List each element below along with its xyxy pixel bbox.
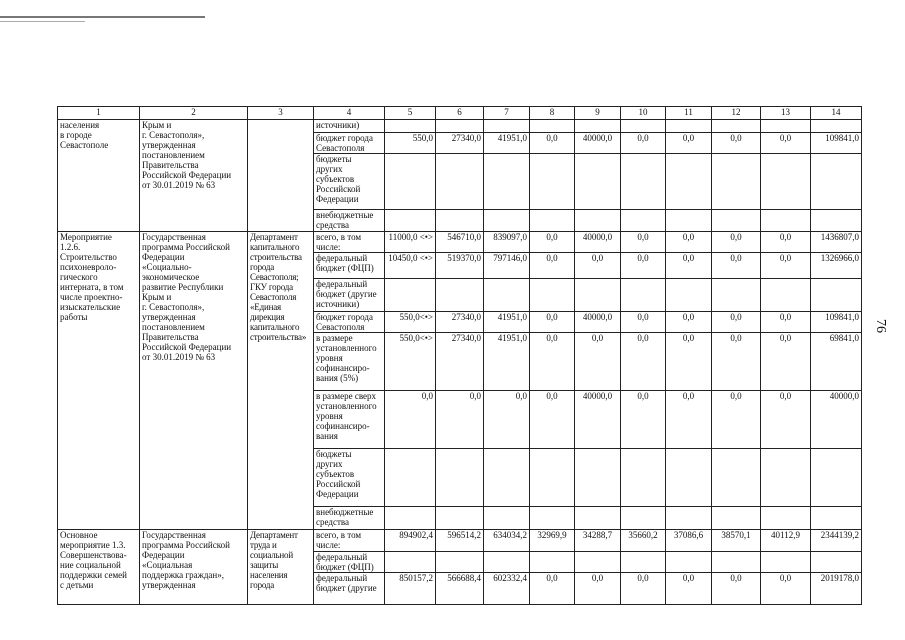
- amount-cell: [385, 552, 436, 573]
- amount-cell: [761, 120, 811, 133]
- amount-cell: [575, 552, 621, 573]
- column-number-header: [58, 107, 862, 120]
- funding-source-cell: бюджет города Севастополя: [314, 312, 385, 333]
- amount-cell: [484, 507, 530, 530]
- program-basis-cell: Государственная программа Российской Федерации «Социально- экономическое развитие Республики Крым и г. Севастополя», утвержденная постановлением Правительства Российской Федерации от 30.01.2019 № 63: [140, 232, 248, 530]
- amount-cell: 0,0: [761, 333, 811, 391]
- amount-cell: 0,0: [621, 232, 666, 253]
- amount-cell: [436, 449, 484, 507]
- funding-source-cell: внебюджетные средства: [314, 210, 385, 232]
- amount-cell: [666, 210, 712, 232]
- amount-cell: 0,0: [530, 391, 575, 449]
- amount-cell: 37086,6: [666, 530, 712, 552]
- column-number: 6: [436, 107, 484, 120]
- program-basis-cell: Крым и г. Севастополя», утвержденная постановлением Правительства Российской Федерации от 30.01.2019 № 63: [140, 120, 248, 232]
- amount-cell: 894902,4: [385, 530, 436, 552]
- amount-cell: 634034,2: [484, 530, 530, 552]
- amount-cell: 0,0: [666, 573, 712, 605]
- amount-cell: [811, 449, 862, 507]
- amount-cell: 596514,2: [436, 530, 484, 552]
- funding-source-cell: бюджеты других субъектов Российской Федерации: [314, 154, 385, 210]
- amount-cell: 0,0: [530, 333, 575, 391]
- amount-cell: 35660,2: [621, 530, 666, 552]
- amount-cell: [530, 279, 575, 312]
- amount-cell: 0,0: [621, 312, 666, 333]
- amount-cell: [761, 210, 811, 232]
- amount-cell: 10450,0 <•>: [385, 253, 436, 279]
- amount-cell: [712, 552, 761, 573]
- amount-cell: 0,0: [436, 391, 484, 449]
- amount-cell: 550,0: [385, 133, 436, 154]
- amount-cell: 1436807,0: [811, 232, 862, 253]
- scan-line-top-short: [0, 21, 85, 22]
- amount-cell: [712, 210, 761, 232]
- amount-cell: 109841,0: [811, 312, 862, 333]
- amount-cell: 0,0: [712, 333, 761, 391]
- amount-cell: 0,0: [530, 253, 575, 279]
- amount-cell: [712, 154, 761, 210]
- amount-cell: [436, 120, 484, 133]
- amount-cell: [575, 120, 621, 133]
- funding-source-cell: в размере установленного уровня софинансиро- вания (5%): [314, 333, 385, 391]
- amount-cell: [530, 210, 575, 232]
- amount-cell: [484, 279, 530, 312]
- amount-cell: 11000,0 <•>: [385, 232, 436, 253]
- executor-cell: Департамент труда и социальной защиты населения города: [248, 530, 314, 605]
- amount-cell: 109841,0: [811, 133, 862, 154]
- amount-cell: 0,0: [621, 333, 666, 391]
- amount-cell: 550,0<•>: [385, 312, 436, 333]
- table-row: [58, 120, 862, 133]
- amount-cell: 550,0<•>: [385, 333, 436, 391]
- amount-cell: 0,0: [575, 573, 621, 605]
- amount-cell: 0,0: [530, 312, 575, 333]
- amount-cell: 2019178,0: [811, 573, 862, 605]
- amount-cell: 27340,0: [436, 312, 484, 333]
- amount-cell: 0,0: [761, 573, 811, 605]
- program-item-cell: Мероприятие 1.2.6. Строительство психоневроло- гического интерната, в том числе проектно- изыскательские работы: [58, 232, 140, 530]
- amount-cell: [761, 552, 811, 573]
- amount-cell: [621, 552, 666, 573]
- amount-cell: 40000,0: [575, 232, 621, 253]
- amount-cell: 34288,7: [575, 530, 621, 552]
- amount-cell: 850157,2: [385, 573, 436, 605]
- amount-cell: 0,0: [761, 232, 811, 253]
- amount-cell: [575, 449, 621, 507]
- amount-cell: [530, 507, 575, 530]
- budget-table: [57, 106, 862, 605]
- amount-cell: 0,0: [666, 133, 712, 154]
- funding-source-cell: федеральный бюджет (другие: [314, 573, 385, 605]
- amount-cell: [385, 449, 436, 507]
- amount-cell: 0,0: [761, 312, 811, 333]
- column-number: 12: [712, 107, 761, 120]
- table-row: [58, 530, 862, 552]
- amount-cell: 27340,0: [436, 133, 484, 154]
- amount-cell: [712, 120, 761, 133]
- amount-cell: [436, 154, 484, 210]
- column-number: 4: [314, 107, 385, 120]
- amount-cell: 0,0: [575, 253, 621, 279]
- amount-cell: 27340,0: [436, 333, 484, 391]
- amount-cell: 32969,9: [530, 530, 575, 552]
- page-number: 76: [873, 319, 888, 333]
- amount-cell: 0,0: [621, 133, 666, 154]
- amount-cell: [621, 449, 666, 507]
- amount-cell: 0,0: [761, 391, 811, 449]
- amount-cell: 0,0: [761, 133, 811, 154]
- amount-cell: 0,0: [530, 133, 575, 154]
- amount-cell: [385, 507, 436, 530]
- amount-cell: [666, 449, 712, 507]
- amount-cell: [621, 210, 666, 232]
- amount-cell: [484, 120, 530, 133]
- amount-cell: 40000,0: [575, 391, 621, 449]
- amount-cell: [666, 120, 712, 133]
- amount-cell: [761, 279, 811, 312]
- amount-cell: [712, 279, 761, 312]
- amount-cell: [436, 552, 484, 573]
- column-number: 9: [575, 107, 621, 120]
- amount-cell: 1326966,0: [811, 253, 862, 279]
- column-number: 1: [58, 107, 140, 120]
- funding-source-cell: всего, в том числе:: [314, 232, 385, 253]
- amount-cell: [385, 154, 436, 210]
- amount-cell: [666, 279, 712, 312]
- column-number: 2: [140, 107, 248, 120]
- amount-cell: 40000,0: [575, 133, 621, 154]
- amount-cell: [484, 154, 530, 210]
- amount-cell: [436, 507, 484, 530]
- amount-cell: [530, 449, 575, 507]
- program-item-cell: населения в городе Севастополе: [58, 120, 140, 232]
- funding-source-cell: источники): [314, 120, 385, 133]
- amount-cell: [575, 279, 621, 312]
- amount-cell: 0,0: [761, 253, 811, 279]
- amount-cell: 40000,0: [575, 312, 621, 333]
- amount-cell: [811, 552, 862, 573]
- amount-cell: 41951,0: [484, 133, 530, 154]
- amount-cell: 0,0: [712, 253, 761, 279]
- executor-cell: [248, 120, 314, 232]
- funding-source-cell: федеральный бюджет (ФЦП): [314, 552, 385, 573]
- amount-cell: 2344139,2: [811, 530, 862, 552]
- amount-cell: [811, 279, 862, 312]
- program-item-cell: Основное мероприятие 1.3. Совершенствова- ние социальной поддержки семей с детьми: [58, 530, 140, 605]
- funding-source-cell: бюджет города Севастополя: [314, 133, 385, 154]
- amount-cell: [811, 507, 862, 530]
- funding-source-cell: внебюджетные средства: [314, 507, 385, 530]
- funding-source-cell: всего, в том числе:: [314, 530, 385, 552]
- executor-cell: Департамент капитального строительства города Севастополя; ГКУ города Севастополя «Единая дирекция капитального строительства»: [248, 232, 314, 530]
- amount-cell: 0,0: [666, 333, 712, 391]
- amount-cell: [621, 120, 666, 133]
- funding-source-cell: бюджеты других субъектов Российской Федерации: [314, 449, 385, 507]
- amount-cell: 0,0: [530, 573, 575, 605]
- amount-cell: [436, 279, 484, 312]
- amount-cell: [761, 507, 811, 530]
- amount-cell: [621, 279, 666, 312]
- amount-cell: 0,0: [712, 133, 761, 154]
- column-number: 3: [248, 107, 314, 120]
- amount-cell: [385, 210, 436, 232]
- amount-cell: [761, 449, 811, 507]
- amount-cell: 0,0: [530, 232, 575, 253]
- amount-cell: 602332,4: [484, 573, 530, 605]
- amount-cell: [811, 154, 862, 210]
- amount-cell: 519370,0: [436, 253, 484, 279]
- amount-cell: [712, 507, 761, 530]
- amount-cell: [530, 120, 575, 133]
- program-basis-cell: Государственная программа Российской Федерации «Социальная поддержка граждан», утвержденная: [140, 530, 248, 605]
- amount-cell: [575, 154, 621, 210]
- amount-cell: [484, 449, 530, 507]
- amount-cell: 0,0: [712, 573, 761, 605]
- amount-cell: 0,0: [712, 391, 761, 449]
- amount-cell: 0,0: [621, 573, 666, 605]
- amount-cell: [385, 279, 436, 312]
- amount-cell: [621, 154, 666, 210]
- column-number: 14: [811, 107, 862, 120]
- amount-cell: [666, 552, 712, 573]
- amount-cell: [712, 449, 761, 507]
- amount-cell: 0,0: [484, 391, 530, 449]
- amount-cell: 0,0: [666, 391, 712, 449]
- amount-cell: [811, 120, 862, 133]
- amount-cell: [530, 154, 575, 210]
- column-number: 13: [761, 107, 811, 120]
- amount-cell: 41951,0: [484, 333, 530, 391]
- amount-cell: [666, 154, 712, 210]
- amount-cell: 797146,0: [484, 253, 530, 279]
- amount-cell: 0,0: [385, 391, 436, 449]
- amount-cell: 0,0: [621, 253, 666, 279]
- amount-cell: 0,0: [621, 391, 666, 449]
- column-number: 8: [530, 107, 575, 120]
- amount-cell: [530, 552, 575, 573]
- amount-cell: 0,0: [712, 312, 761, 333]
- amount-cell: [621, 507, 666, 530]
- column-number: 11: [666, 107, 712, 120]
- amount-cell: 0,0: [666, 253, 712, 279]
- amount-cell: 40000,0: [811, 391, 862, 449]
- amount-cell: 40112,9: [761, 530, 811, 552]
- amount-cell: [484, 552, 530, 573]
- funding-source-cell: в размере сверх установленного уровня софинансиро- вания: [314, 391, 385, 449]
- column-number: 5: [385, 107, 436, 120]
- scan-line-top: [0, 16, 205, 18]
- funding-source-cell: федеральный бюджет (ФЦП): [314, 253, 385, 279]
- amount-cell: [385, 120, 436, 133]
- amount-cell: [666, 507, 712, 530]
- amount-cell: 41951,0: [484, 312, 530, 333]
- amount-cell: 0,0: [575, 333, 621, 391]
- amount-cell: [811, 210, 862, 232]
- amount-cell: 839097,0: [484, 232, 530, 253]
- funding-source-cell: федеральный бюджет (другие источники): [314, 279, 385, 312]
- column-number: 10: [621, 107, 666, 120]
- amount-cell: [436, 210, 484, 232]
- amount-cell: [484, 210, 530, 232]
- amount-cell: 38570,1: [712, 530, 761, 552]
- amount-cell: 566688,4: [436, 573, 484, 605]
- amount-cell: [761, 154, 811, 210]
- amount-cell: 0,0: [666, 232, 712, 253]
- amount-cell: 0,0: [712, 232, 761, 253]
- amount-cell: [575, 210, 621, 232]
- column-number: 7: [484, 107, 530, 120]
- amount-cell: 546710,0: [436, 232, 484, 253]
- amount-cell: [575, 507, 621, 530]
- amount-cell: 69841,0: [811, 333, 862, 391]
- amount-cell: 0,0: [666, 312, 712, 333]
- table-row: [58, 232, 862, 253]
